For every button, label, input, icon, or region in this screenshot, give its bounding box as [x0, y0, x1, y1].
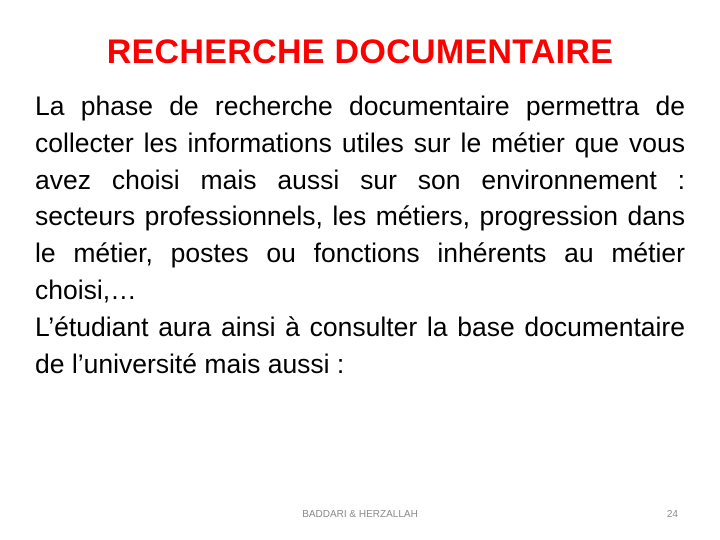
body-paragraph-1: La phase de recherche documentaire permettra de collecter les informations utiles sur le métier que vous avez choisi mais aussi sur son environnement : secteurs professionnels, les métiers, progression dans le métier, postes ou fonctions inhérents au métier choisi,…: [35, 91, 685, 305]
slide-footer: BADDARI & HERZALLAH: [302, 509, 418, 520]
body-paragraph-2: L’étudiant aura ainsi à consulter la base documentaire de l’université mais aussi :: [35, 311, 685, 379]
slide-title: RECHERCHE DOCUMENTAIRE: [106, 33, 614, 71]
page-number: 24: [666, 509, 678, 520]
slide-body: [35, 88, 685, 382]
